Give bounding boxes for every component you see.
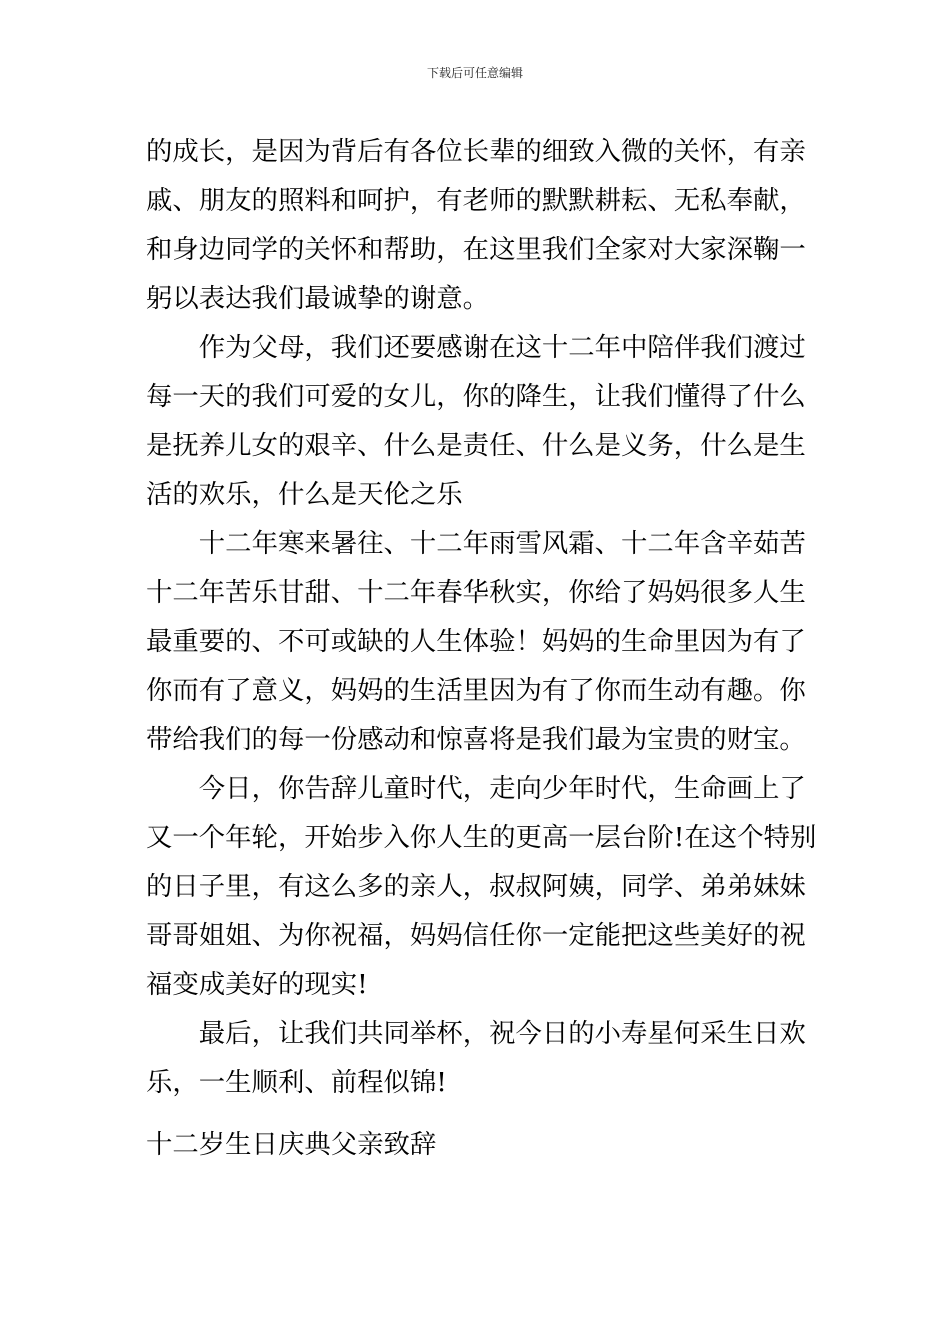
- paragraph-line: 乐，一生顺利、前程似锦!: [146, 1067, 447, 1098]
- paragraph-line: 的成长，是因为背后有各位长辈的细致入微的关怀，有亲: [146, 136, 806, 167]
- paragraph-line: 最后，让我们共同举杯，祝今日的小寿星何采生日欢: [198, 1018, 806, 1049]
- paragraph-line: 十二年苦乐甘甜、十二年春华秋实，你给了妈妈很多人生: [146, 577, 806, 608]
- paragraph-line: 福变成美好的现实!: [146, 969, 368, 1000]
- paragraph-line: 哥哥姐姐、为你祝福，妈妈信任你一定能把这些美好的祝: [146, 920, 806, 951]
- paragraph-line: 活的欢乐，什么是天伦之乐: [146, 479, 463, 510]
- paragraph-line: 十二年寒来暑往、十二年雨雪风霜、十二年含辛茹苦: [198, 528, 806, 559]
- paragraph-line: 每一天的我们可爱的女儿，你的降生，让我们懂得了什么: [146, 381, 806, 412]
- paragraph-line: 今日，你告辞儿童时代，走向少年时代，生命画上了: [198, 773, 806, 804]
- paragraph-line: 的日子里，有这么多的亲人，叔叔阿姨，同学、弟弟妹妹: [146, 871, 806, 902]
- document-body: [146, 127, 817, 1107]
- paragraph-line: 又一个年轮，开始步入你人生的更高一层台阶!在这个特别: [146, 822, 817, 853]
- paragraph-line: 作为父母，我们还要感谢在这十二年中陪伴我们渡过: [198, 332, 806, 363]
- paragraph-line: 戚、朋友的照料和呵护，有老师的默默耕耘、无私奉献，: [146, 185, 806, 216]
- paragraph-line: 最重要的、不可或缺的人生体验！妈妈的生命里因为有了: [146, 626, 806, 657]
- page-header-note: 下载后可任意编辑: [426, 66, 523, 80]
- paragraph-line: 躬以表达我们最诚挚的谢意。: [146, 283, 490, 314]
- paragraph-line: 你而有了意义，妈妈的生活里因为有了你而生动有趣。你: [146, 675, 806, 706]
- section-title: 十二岁生日庆典父亲致辞: [146, 1129, 437, 1160]
- paragraph-line: 带给我们的每一份感动和惊喜将是我们最为宝贵的财宝。: [146, 724, 806, 755]
- paragraph-line: 和身边同学的关怀和帮助，在这里我们全家对大家深鞠一: [146, 234, 806, 265]
- paragraph-line: 是抚养儿女的艰辛、什么是责任、什么是义务，什么是生: [146, 430, 806, 461]
